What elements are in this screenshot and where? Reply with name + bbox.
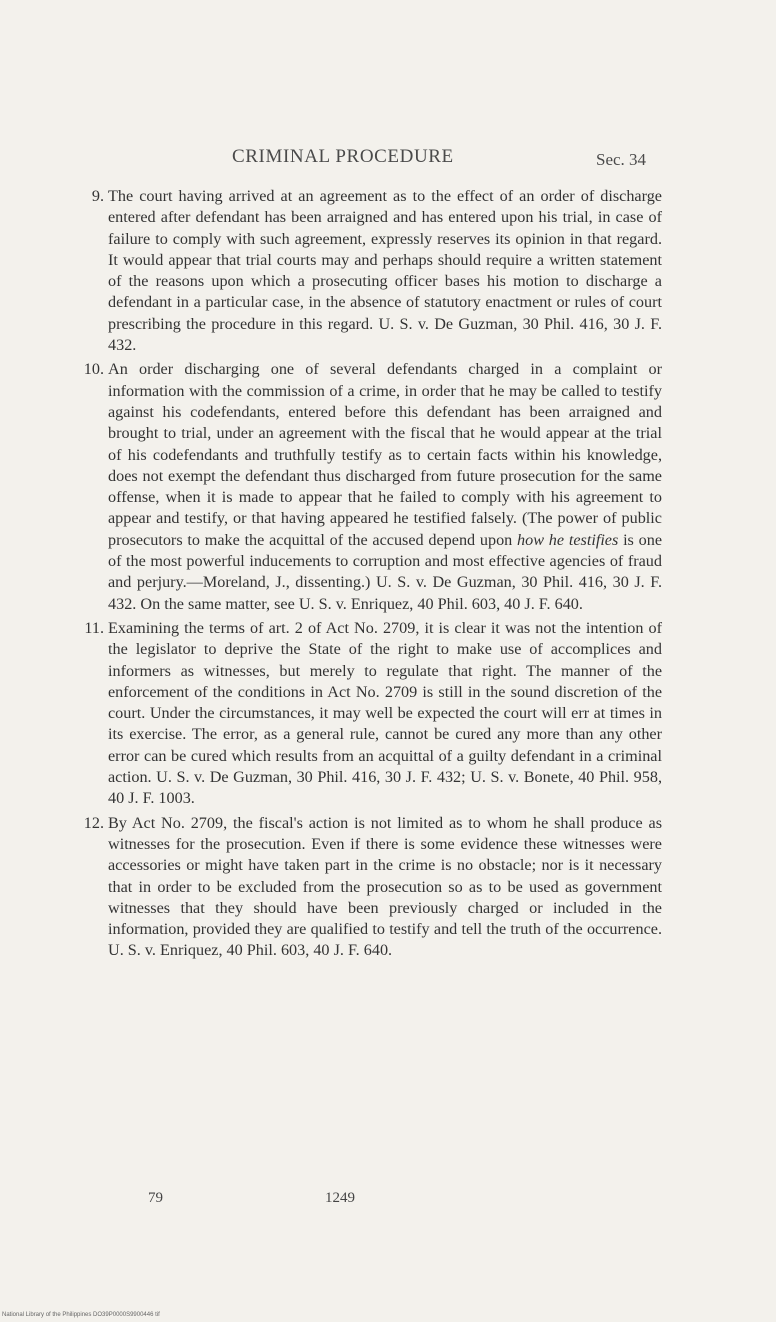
paragraph-text-part: is one of the most powerful inducements to corruption and most effective agencies of fraud and perjury.—Moreland, J., dissenting.) U. S. v. De Guzman, 30 Phil. 416, 30 J. F. 432. On the same matter, see U. S. v. Enriquez, 40 Phil. 603, 40 J. F. 640. [108,530,662,613]
page-number: 1249 [325,1190,355,1206]
running-header [232,146,662,176]
paragraph-text: The court having arrived at an agreement as to the effect of an order of discharge entered after defendant has been arraigned and has entered upon his trial, in case of failure to comply with such agreement, expressly reserves its opinion in that regard. It would appear that trial courts may and perhaps should require a written statement of the reasons upon which a prosecuting officer bases his motion to discharge a defendant in a particular case, in the absence of statutory enactment or rules of court prescribing the procedure in this regard. U. S. v. De Guzman, 30 Phil. 416, 30 J. F. 432. [108,187,662,355]
paragraph-number: 11. [84,618,104,637]
header-section: Sec. 34 [596,150,647,169]
scan-watermark: National Library of the Philippines DO39P0000S9900446 tif [2,1312,160,1318]
paragraph-text: Examining the terms of art. 2 of Act No. 2709, it is clear it was not the intention of the legislator to deprive the State of the right to make use of accomplices and informers as witnesses, but merely to regulate that right. The manner of the enforcement of the conditions in Act No. 2709 is still in the sound discretion of the court. Under the circumstances, it may well be expected the court will err at times in its exercise. The error, as a general rule, cannot be cured any more than any other error can be cured which results from an acquittal of a guilty defendant in a criminal action. U. S. v. De Guzman, 30 Phil. 416, 30 J. F. 432; U. S. v. Bonete, 40 Phil. 958, 40 J. F. 1003. [108,618,662,808]
paragraph-11 [58,618,662,810]
paragraph-text: By Act No. 2709, the fiscal's action is not limited as to whom he shall produce as witnesses for the prosecution. Even if there is some evidence these witnesses were accessories or might have taken part in the crime is no obstacle; nor is it necessary that in order to be excluded from the prosecution so as to be used as government witnesses that they should have been previously charged or included in the information, provided they are qualified to testify and tell the truth of the occurrence. U. S. v. Enriquez, 40 Phil. 603, 40 J. F. 640. [108,813,662,960]
paragraph-number: 12. [83,813,104,832]
paragraph-9 [58,186,662,356]
paragraph-12 [58,813,662,962]
paragraph-10 [58,359,662,615]
paragraph-text-part: An order discharging one of several defendants charged in a complaint or information with the commission of a crime, in order that he may be called to testify against his codefendants, entered before this defendant has been arraigned and brought to trial, under an agreement with the fiscal that he would appear at the trial of his codefendants and truthfully testify as to certain facts within his knowledge, does not exempt the defendant thus discharged from future prosecution for the same offense, when it is made to appear that he failed to comply with his agreement to appear and testify, or that having appeared he testified falsely. (The power of public prosecutors to make the acquittal of the accused depend upon [108,360,662,549]
header-title: CRIMINAL PROCEDURE [232,146,454,167]
paragraph-number: 10. [83,360,104,379]
paragraph-number: 9. [91,187,104,205]
paragraph-text [108,359,662,615]
signature-mark: 79 [148,1190,163,1206]
italic-phrase: how he testifies [517,530,619,549]
body-text [58,186,662,965]
page-footer [0,1190,776,1214]
